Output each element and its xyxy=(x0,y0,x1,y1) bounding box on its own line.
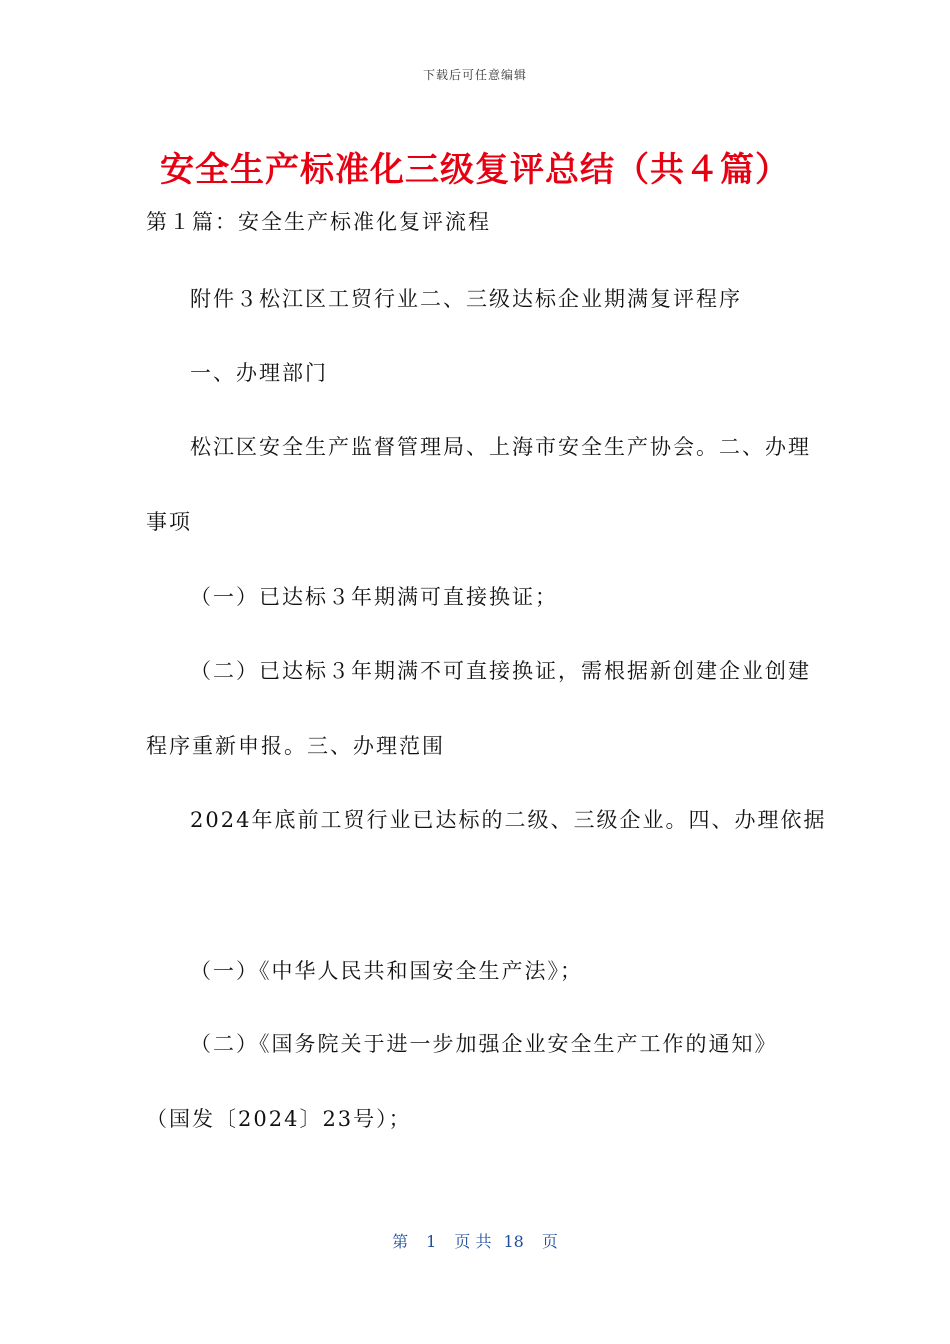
footer-total-pages: 18 xyxy=(503,1232,524,1251)
document-title: 安全生产标准化三级复评总结（共４篇） xyxy=(160,150,790,190)
item1-text-line2: 事项 xyxy=(146,510,192,534)
item4-point2-line1: （二）《国务院关于进一步加强企业安全生产工作的通知》 xyxy=(190,1032,778,1056)
item2-point2-line1: （二）已达标３年期满不可直接换证，需根据新创建企业创建 xyxy=(190,659,811,683)
footer-page-of: 页 共 xyxy=(454,1232,492,1251)
item1-text-line1: 松江区安全生产监督管理局、上海市安全生产协会。二、办理 xyxy=(190,435,811,459)
item4-point2-line2: （国发〔2024〕23号）； xyxy=(146,1107,412,1131)
section-heading: 第１篇：安全生产标准化复评流程 xyxy=(146,210,491,234)
footer-pages-label: 页 xyxy=(541,1232,558,1251)
footer-page-number: 1 xyxy=(426,1232,437,1251)
header-note: 下载后可任意编辑 xyxy=(422,68,527,82)
footer-page-label: 第 xyxy=(392,1232,409,1251)
item2-point1: （一）已达标３年期满可直接换证； xyxy=(190,585,558,609)
item3-text: 2024年底前工贸行业已达标的二级、三级企业。四、办理依据 xyxy=(190,808,827,832)
page-footer xyxy=(0,1229,950,1252)
item1-heading: 一、办理部门 xyxy=(190,361,328,385)
item4-point1: （一）《中华人民共和国安全生产法》； xyxy=(190,959,583,983)
item2-point2-line2: 程序重新申报。三、办理范围 xyxy=(146,734,445,758)
attachment-line: 附件３松江区工贸行业二、三级达标企业期满复评程序 xyxy=(190,287,742,311)
